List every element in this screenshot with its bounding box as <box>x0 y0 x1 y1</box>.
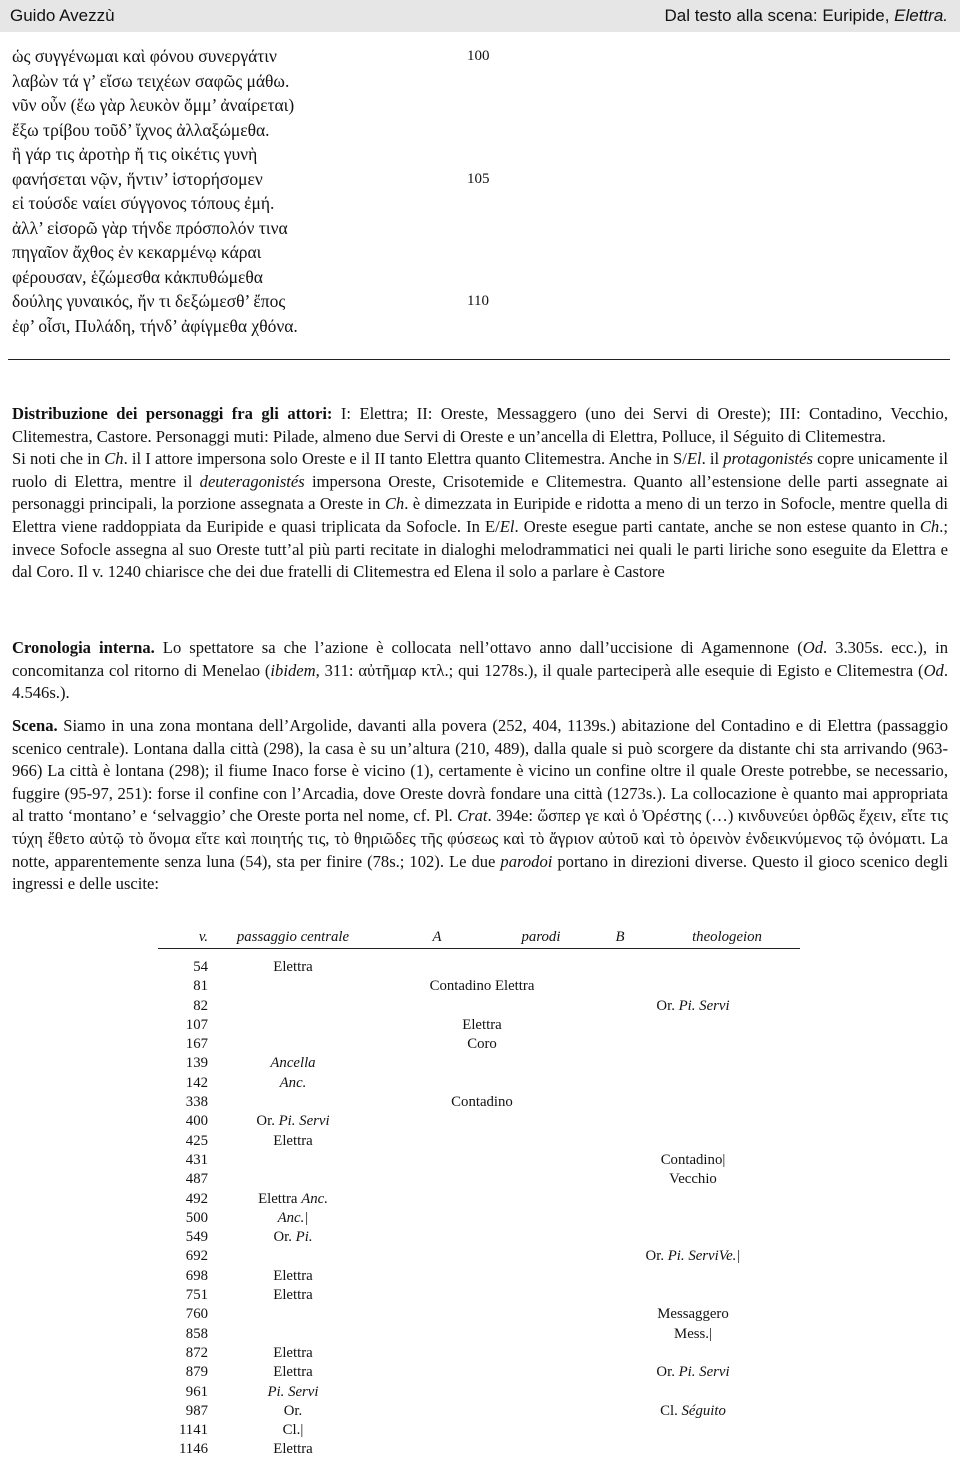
cell-a-parodi <box>378 1363 586 1382</box>
col-header-verse: v. <box>198 929 208 945</box>
cell-b-theologeion <box>586 1112 800 1131</box>
cell-b-theologeion: Or. Pi. Servi <box>656 997 730 1014</box>
cell-verse: 500 <box>185 1209 208 1226</box>
header-title-prefix: Dal testo alla scena: Euripide, <box>664 6 895 25</box>
cell-central <box>208 1305 378 1324</box>
cell-central: Or. Pi. <box>273 1229 313 1246</box>
cell-a-parodi <box>378 1267 586 1286</box>
verse-text: δούλης γυναικός, ἤν τι δεξώμεσθ’ ἔπος <box>12 291 286 311</box>
chron-t3: , 311: αὐτῆμαρ κτλ.; qui 1278s.), il quale parteciperà alle esequie di Egisto e Clitemestra ( <box>315 660 924 680</box>
distribution-body: I: Elettra; II: Oreste, Messaggero (uno dei Servi di Oreste); III: Contadino, Vecchio, Clitemestra, Castore. Personaggi muti: Pilade, almeno due Servi di Oreste e un’ancella di Elettra, Polluce, il Séguito di Clitemestra. <box>12 404 948 446</box>
cell-central: Elettra <box>273 959 313 975</box>
scene-t2-par: parodoi <box>500 851 553 871</box>
header-title-work: Elettra. <box>894 6 948 25</box>
table-row <box>158 1074 800 1093</box>
chron-t4: . 4.546s.). <box>12 660 948 703</box>
cell-a-parodi <box>378 1054 586 1073</box>
cell-verse: 431 <box>185 1151 208 1168</box>
entrances-table <box>158 926 800 1460</box>
verse-line <box>12 44 572 69</box>
table-row <box>158 1267 800 1286</box>
cell-verse: 698 <box>185 1267 208 1284</box>
cell-b-theologeion: Messaggero <box>657 1306 729 1323</box>
verse-line <box>12 93 572 118</box>
table-row <box>158 1035 800 1054</box>
cell-a-parodi: Elettra <box>462 1016 502 1033</box>
cell-b-theologeion <box>586 1209 800 1228</box>
cell-central <box>208 1016 378 1035</box>
table-header-row <box>158 926 800 949</box>
dist-s6: . è dimezzata in Euripide e ridotta a meno di un terzo in Sofocle, mentre quella di Elettra viene raddoppiata da Euripide e quasi triplicata da Sofocle. In E/ <box>12 494 948 536</box>
table-row <box>158 1440 800 1459</box>
cell-verse: 81 <box>193 978 208 995</box>
cell-verse: 751 <box>185 1287 208 1304</box>
table-row <box>158 1363 800 1382</box>
verse-text: ἐφ’ οἷσι, Πυλάδη, τήνδ’ ἀφίγμεθα χθόνα. <box>12 315 298 336</box>
header-author: Guido Avezzù <box>10 6 115 25</box>
dist-s5: impersona Oreste, Crisotemide e Clitemestra. Quanto all’estensione delle parti assegnate ai personaggi principali, la porzione assegnata a Oreste in <box>12 471 948 514</box>
col-header-b: B <box>615 929 625 945</box>
table-row <box>158 1305 800 1324</box>
cell-a-parodi <box>378 1209 586 1228</box>
verse-text: ὡς συγγένωμαι καὶ φόνου συνεργάτιν <box>12 46 277 66</box>
verse-text: ἢ γάρ τις ἀροτὴρ ἤ τις οἰκέτις γυνὴ <box>12 144 258 164</box>
verse-line <box>12 69 572 94</box>
cell-central: Elettra <box>273 1267 313 1284</box>
greek-verse-block <box>12 44 572 338</box>
cell-a-parodi <box>378 1344 586 1363</box>
table-row <box>158 1016 800 1035</box>
cell-a-parodi <box>378 1132 586 1151</box>
cell-central: Or. <box>283 1402 303 1419</box>
table-row <box>158 1383 800 1402</box>
cell-central: Elettra Anc. <box>258 1190 328 1207</box>
verse-text: λαβὼν τά γ’ εἴσω τειχέων σαφῶς μάθω. <box>12 70 290 91</box>
col-header-parodi: parodi <box>521 929 561 945</box>
dist-s7-ch: Ch <box>919 516 940 536</box>
scene-t2: . 394e: ὥσπερ γε καὶ ὁ Ὀρέστης (…) κινδυνεύει ὀρθῶς ἔχειν, εἴτε τις τύχη ἔθετο αὐτῷ τὸ ὄνομα εἴτε καὶ ποιητής τις, τὸ θηριῶδες τῆς φύσεως καὶ τὸ ἄγριον αὐτοῦ καὶ τὸ ὀρεινὸν ἐνδεικνύμενος τῷ ὀνόματι. La notte, apparentemente senza luna (54), sta per finire (78s.; 102). Le due <box>12 806 948 871</box>
cell-central: Elettra <box>273 1364 313 1381</box>
cell-central: Elettra <box>273 1132 313 1149</box>
cell-a-parodi: Coro <box>467 1036 497 1053</box>
table-row <box>158 1093 800 1112</box>
cell-verse: 338 <box>185 1094 208 1111</box>
cell-verse: 425 <box>185 1132 208 1149</box>
cell-central: Elettra <box>273 1344 313 1361</box>
cell-b-theologeion <box>586 1383 800 1402</box>
cell-a-parodi <box>378 997 586 1016</box>
table-row <box>158 1325 800 1344</box>
cell-b-theologeion <box>586 1440 800 1459</box>
table-row <box>158 1209 800 1228</box>
cell-b-theologeion: Cl. Séguito <box>660 1402 726 1419</box>
scene-paragraph <box>12 715 948 896</box>
cell-verse: 107 <box>185 1016 208 1033</box>
cell-central: Cl.| <box>282 1422 304 1439</box>
dist-s1-ch: Ch <box>104 449 124 469</box>
cell-verse: 760 <box>185 1306 208 1323</box>
chron-t2: . 3.305s. ecc.), in concomitanza col ritorno di Menelao ( <box>12 638 948 680</box>
cell-a-parodi <box>378 1170 586 1189</box>
cell-a-parodi <box>378 949 586 978</box>
cell-a-parodi <box>378 1440 586 1459</box>
dist-s2: . il I attore impersona solo Oreste e il II tanto Elettra quanto Clitemestra. Anche in S/ <box>123 449 687 469</box>
verse-text: πηγαῖον ἄχθος ἐν κεκαρμένῳ κάραι <box>12 242 262 262</box>
cell-b-theologeion <box>586 1286 800 1305</box>
table-row <box>158 1286 800 1305</box>
cell-central <box>208 1170 378 1189</box>
dist-s3-prot: protagonistés <box>723 449 813 469</box>
verse-number: 105 <box>467 170 490 187</box>
table-row <box>158 997 800 1016</box>
cell-verse: 1146 <box>178 1441 208 1458</box>
dist-s4: copre unicamente il ruolo di Elettra, mentre il <box>12 449 948 491</box>
dist-s6-el: El <box>499 516 515 536</box>
cell-central: Pi. Servi <box>267 1383 319 1400</box>
cell-a-parodi <box>378 1247 586 1266</box>
chron-t3-od: Od <box>923 660 944 680</box>
chronology-paragraph <box>12 637 948 705</box>
cell-central: Or. Pi. Servi <box>256 1113 330 1130</box>
chron-t1-od: Od <box>802 638 824 657</box>
cell-verse: 400 <box>185 1113 208 1130</box>
cell-a-parodi <box>378 1074 586 1093</box>
verse-line <box>12 167 572 192</box>
cell-b-theologeion <box>586 1132 800 1151</box>
cell-verse: 487 <box>185 1171 208 1188</box>
table-row <box>158 1228 800 1247</box>
dist-s1: Si noti che in <box>12 449 105 469</box>
cell-central <box>208 1093 378 1112</box>
cell-b-theologeion <box>586 977 800 996</box>
table-row <box>158 1421 800 1440</box>
table-row <box>158 949 800 978</box>
scene-t1-crat: Crat <box>457 806 488 826</box>
cell-b-theologeion: Vecchio <box>669 1171 717 1188</box>
cell-verse: 549 <box>185 1229 208 1246</box>
cell-verse: 987 <box>185 1402 208 1419</box>
cell-verse: 142 <box>185 1074 208 1091</box>
cell-a-parodi <box>378 1305 586 1324</box>
distribution-paragraph <box>12 403 948 584</box>
verse-line <box>12 142 572 167</box>
verse-number: 110 <box>467 293 489 309</box>
cell-a-parodi <box>378 1112 586 1131</box>
cell-b-theologeion <box>586 1421 800 1440</box>
cell-b-theologeion: Or. Pi. ServiVe.| <box>645 1248 741 1265</box>
verse-line <box>12 265 572 290</box>
cell-verse: 54 <box>193 959 208 975</box>
cell-b-theologeion <box>586 1054 800 1073</box>
table-row <box>158 1170 800 1189</box>
verse-text: εἰ τούσδε ναίει σύγγονος τόπους ἐμή. <box>12 193 275 213</box>
scene-t3: portano in direzioni diverse. Questo il gioco scenico degli ingressi e delle uscite: <box>12 851 948 894</box>
cell-b-theologeion <box>586 1016 800 1035</box>
cell-a-parodi: Contadino <box>451 1094 513 1111</box>
cell-verse: 961 <box>185 1383 208 1400</box>
cell-central: Ancella <box>270 1055 316 1072</box>
col-header-theologeion: theologeion <box>692 929 762 945</box>
cell-a-parodi <box>378 1402 586 1421</box>
table-row <box>158 1247 800 1266</box>
table-row <box>158 1402 800 1421</box>
table-row <box>158 1190 800 1209</box>
verse-text: φέρουσαν, ἑζώμεσθα κἀκπυθώμεθα <box>12 266 263 287</box>
distribution-heading: Distribuzione dei personaggi fra gli attori: <box>12 404 333 423</box>
cell-a-parodi <box>378 1190 586 1209</box>
dist-s8: .; invece Sofocle assegna al suo Oreste tutt’al più parti recitate in dialoghi melodrammatici nei quali le parti liriche sono eseguite da Elettra e dal Coro. Il v. 1240 chiarisce che dei due fratelli di Clitemestra ed Elena il solo a parlare è Castore <box>12 516 948 582</box>
verse-line <box>12 191 572 216</box>
cell-a-parodi <box>378 1383 586 1402</box>
verse-line <box>12 314 572 339</box>
verse-text: νῦν οὖν (ἕω γὰρ λευκὸν ὄμμ’ ἀναίρεται) <box>12 95 295 115</box>
cell-central <box>208 1151 378 1170</box>
cell-central <box>208 1035 378 1054</box>
cell-a-parodi <box>378 1325 586 1344</box>
cell-a-parodi <box>378 1151 586 1170</box>
dist-s5-ch: Ch <box>384 494 405 514</box>
table-body <box>158 949 800 1460</box>
verse-line <box>12 289 572 314</box>
table-row <box>158 1344 800 1363</box>
cell-verse: 167 <box>185 1036 208 1053</box>
cell-b-theologeion <box>586 1093 800 1112</box>
table-row <box>158 1054 800 1073</box>
cell-central <box>208 1325 378 1344</box>
cell-a-parodi: Contadino Elettra <box>429 978 535 995</box>
dist-s4-deut: deuteragonistés <box>199 471 305 491</box>
cell-central: Elettra <box>273 1287 313 1304</box>
dist-s2-el: El <box>686 449 702 469</box>
cell-a-parodi <box>378 1228 586 1247</box>
cell-a-parodi <box>378 1286 586 1305</box>
header-title <box>665 6 948 26</box>
cell-verse: 82 <box>193 997 208 1014</box>
verse-text: ἔξω τρίβου τοῦδ’ ἴχνος ἀλλαξώμεθα. <box>12 119 270 140</box>
table-row <box>158 977 800 996</box>
scene-heading: Scena. <box>12 716 58 735</box>
verse-text: ἀλλ’ εἰσορῶ γὰρ τήνδε πρόσπολόν τινα <box>12 217 288 238</box>
cell-central: Anc.| <box>277 1209 309 1226</box>
cell-b-theologeion <box>586 1228 800 1247</box>
cell-verse: 139 <box>185 1055 208 1072</box>
col-header-central: passaggio centrale <box>236 929 350 945</box>
dist-s7: . Oreste esegue parti cantate, anche se non estese quanto in <box>514 516 920 536</box>
cell-b-theologeion <box>586 949 800 978</box>
cell-b-theologeion: Or. Pi. Servi <box>656 1364 730 1381</box>
cell-central <box>208 1247 378 1266</box>
section-divider <box>8 359 950 360</box>
cell-b-theologeion <box>586 1344 800 1363</box>
cell-verse: 879 <box>185 1364 208 1381</box>
cell-central: Anc. <box>279 1074 307 1091</box>
cell-b-theologeion <box>586 1267 800 1286</box>
cell-b-theologeion <box>586 1190 800 1209</box>
cell-a-parodi <box>378 1421 586 1440</box>
cell-b-theologeion <box>586 1074 800 1093</box>
cell-central: Elettra <box>273 1441 313 1458</box>
verse-number: 100 <box>467 48 490 64</box>
cell-central <box>208 997 378 1016</box>
cell-central <box>208 977 378 996</box>
dist-s3: . il <box>701 449 724 469</box>
cell-b-theologeion: Contadino| <box>660 1151 726 1168</box>
table-row <box>158 1112 800 1131</box>
chron-t1: Lo spettatore sa che l’azione è collocata nell’ottavo anno dall’uccisione di Agamennone ( <box>154 638 803 657</box>
verse-line <box>12 240 572 265</box>
cell-verse: 692 <box>185 1248 208 1265</box>
cell-verse: 1141 <box>178 1422 208 1439</box>
table-row <box>158 1151 800 1170</box>
table-row <box>158 1132 800 1151</box>
cell-verse: 872 <box>185 1344 208 1361</box>
cell-verse: 858 <box>185 1325 208 1342</box>
cell-b-theologeion: Mess.| <box>674 1325 712 1342</box>
verse-line <box>12 216 572 241</box>
chron-t2-ib: ibidem <box>270 660 316 680</box>
chronology-heading: Cronologia interna. <box>12 638 155 657</box>
col-header-a: A <box>432 929 442 945</box>
scene-t1: Siamo in una zona montana dell’Argolide, davanti alla povera (252, 404, 1139s.) abitazione del Contadino e di Elettra (passaggio scenico centrale). Lontana dalla città (298), la casa è su un’altura (210, 489), dalla quale si può scorgere da distante chi sta arrivando (963-966) La città è lontana (298); il fiume Inaco forse è vicino (1), certamente è vicino un confine oltre il quale Oreste potrebbe, se necessario, fuggire (95-97, 251): forse il confine con l’Arcadia, dove Oreste dovrà fondare una città (1273s.). La collocazione è quanto mai appropriata al tratto ‘montano’ e ‘selvaggio’ che Oreste porta nel nome, cf. Pl. <box>12 716 948 826</box>
cell-verse: 492 <box>185 1190 208 1207</box>
cell-b-theologeion <box>586 1035 800 1054</box>
page-header <box>0 0 960 32</box>
verse-text: φανήσεται νῷν, ἥντιν’ ἱστορήσομεν <box>12 168 263 189</box>
verse-line <box>12 118 572 143</box>
